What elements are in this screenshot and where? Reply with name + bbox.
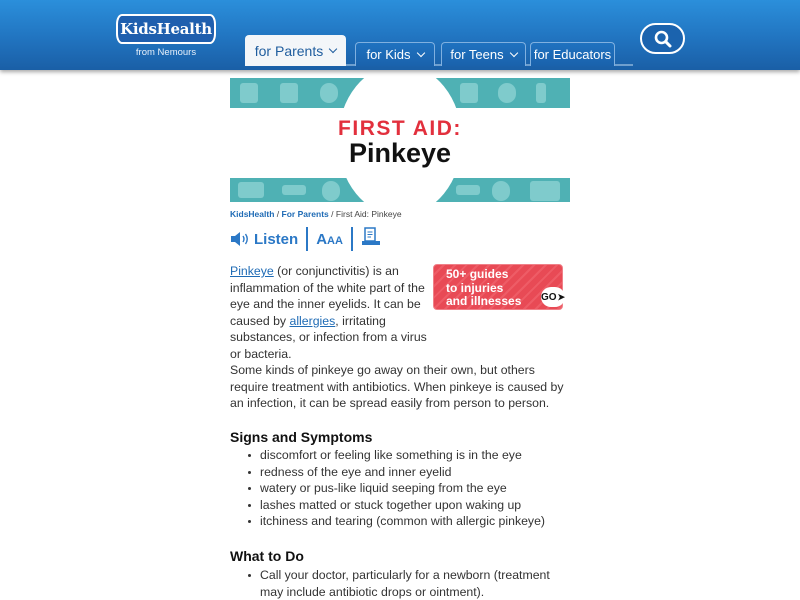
list-item: Call your doctor, particularly for a newborn (treatment may include antibiotic drops or ointment). [260, 567, 570, 600]
breadcrumb-separator: / [276, 209, 280, 219]
breadcrumb-for-parents[interactable]: For Parents [281, 209, 329, 219]
tab-label: for Kids [366, 47, 411, 62]
pill-icon [492, 181, 510, 201]
list-item: itchiness and tearing (common with allergic pinkeye) [260, 513, 570, 530]
text: , irritating substances, or infection from a virus or bacteria. [230, 313, 427, 361]
intro-paragraph [230, 263, 430, 362]
promo-line: 50+ guides [446, 267, 509, 281]
chevron-down-icon [509, 48, 517, 56]
bandage-icon [456, 185, 480, 195]
tab-for-teens[interactable] [441, 42, 526, 66]
todo-list [260, 567, 570, 600]
bandage-icon [282, 185, 306, 195]
breadcrumb-current: First Aid: Pinkeye [335, 209, 402, 219]
promo-go-button[interactable] [541, 287, 565, 307]
text-size-button[interactable] [316, 231, 343, 248]
tab-for-kids[interactable] [355, 42, 435, 66]
what-to-do-heading: What to Do [230, 548, 304, 564]
tab-for-educators[interactable] [530, 42, 615, 66]
list-item: watery or pus-like liquid seeping from the eye [260, 480, 570, 497]
breadcrumb-kidshealth[interactable]: KidsHealth [230, 209, 275, 219]
pill-icon [322, 181, 340, 201]
bottle-icon [460, 83, 478, 103]
search-button[interactable] [640, 23, 685, 54]
listen-button[interactable] [230, 231, 298, 248]
medkit-icon [240, 83, 258, 103]
pill-icon [498, 83, 516, 103]
arrow-right-icon: ➤ [557, 291, 566, 302]
hero-subtitle: FIRST AID: [338, 117, 462, 140]
list-item: redness of the eye and inner eyelid [260, 464, 570, 481]
text-size-small: AA [327, 234, 343, 247]
pill-icon [320, 83, 338, 103]
listen-label: Listen [254, 230, 299, 248]
hero-title: Pinkeye [348, 138, 452, 168]
chevron-down-icon [329, 45, 337, 53]
signs-list [260, 447, 570, 530]
article-tools [230, 226, 381, 252]
allergies-link[interactable]: allergies [289, 313, 336, 328]
bottle-icon [280, 83, 298, 103]
tab-label: for Teens [450, 47, 504, 62]
tab-for-parents[interactable] [245, 35, 346, 66]
signs-heading: Signs and Symptoms [230, 429, 373, 445]
vial-icon [536, 83, 546, 103]
speaker-icon [230, 231, 250, 247]
hero-banner [230, 78, 570, 202]
print-icon [361, 227, 381, 247]
second-paragraph: Some kinds of pinkeye go away on their own, but others require treatment with antibiotics. When pinkeye is caused by an infection, it can be spread easily from person to person. [230, 363, 564, 410]
medkit-icon [238, 182, 264, 198]
go-label: GO [540, 291, 557, 303]
divider [306, 227, 308, 251]
print-button[interactable] [361, 227, 381, 252]
chevron-down-icon [416, 48, 424, 56]
promo-text [446, 268, 521, 309]
kidshealth-logo[interactable] [116, 14, 216, 44]
text: (or conjunctivitis) is an inflammation of the white part of the eye and the inner eyelids. It can be caused by [230, 264, 425, 328]
tab-label: for Parents [254, 43, 324, 59]
breadcrumb-separator: / [331, 209, 334, 219]
list-item: discomfort or feeling like something is in the eye [260, 447, 570, 464]
divider [351, 227, 353, 251]
list-item: lashes matted or stuck together upon waking up [260, 497, 570, 514]
pinkeye-link[interactable]: Pinkeye [230, 264, 274, 278]
promo-line: and illnesses [446, 294, 522, 308]
logo-subtitle: from Nemours [135, 47, 197, 58]
search-icon [653, 29, 673, 49]
tab-label: for Educators [533, 47, 612, 62]
logo-text: KidsHealth [120, 20, 212, 38]
promo-line: to injuries [446, 280, 504, 295]
caduceus-icon [530, 181, 560, 201]
text-size-large: A [316, 230, 328, 248]
site-header [0, 0, 800, 70]
breadcrumb [230, 209, 402, 219]
